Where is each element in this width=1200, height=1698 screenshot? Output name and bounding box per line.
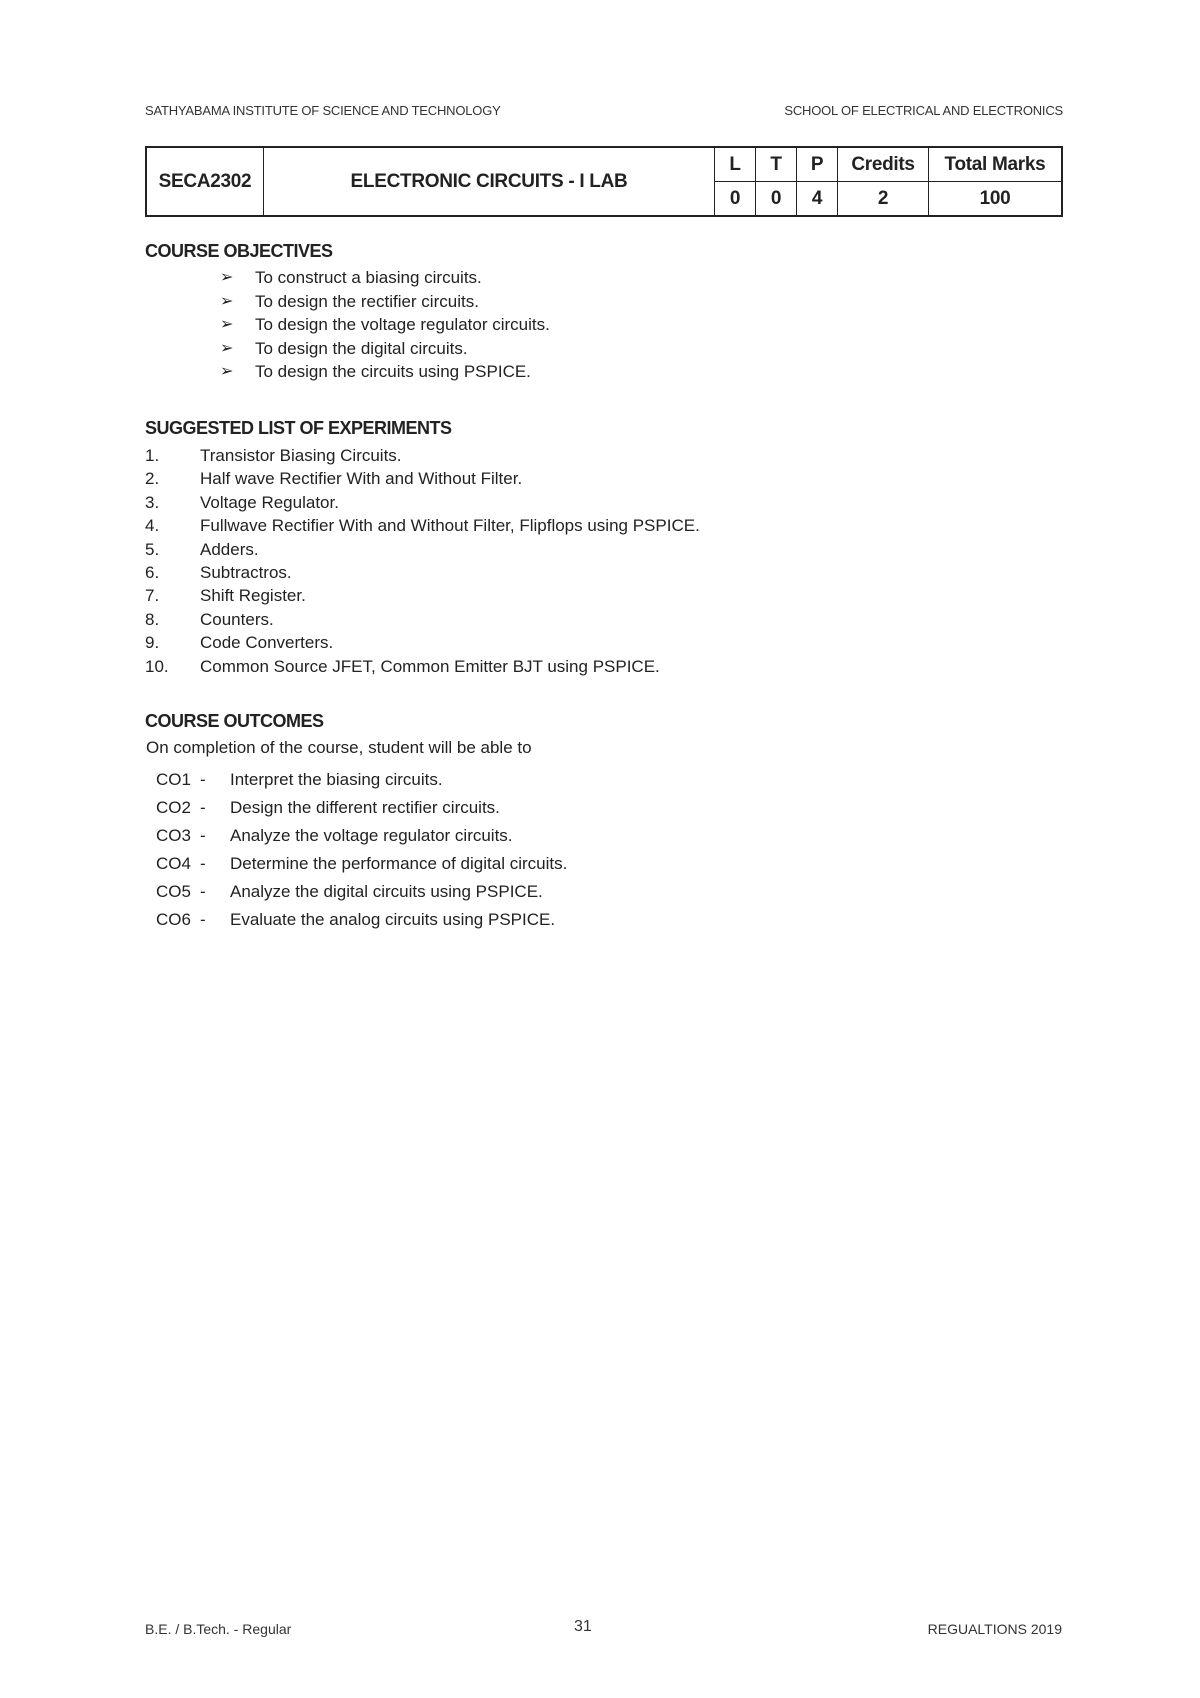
list-item: ➢ To design the voltage regulator circuits.: [220, 313, 550, 337]
header-institute: SATHYABAMA INSTITUTE OF SCIENCE AND TECHNOLOGY: [145, 103, 501, 118]
list-item: 5. Adders.: [145, 539, 259, 559]
footer-program: B.E. / B.Tech. - Regular: [145, 1621, 292, 1637]
list-item: ➢ To construct a biasing circuits.: [220, 266, 550, 290]
list-item: 10. Common Source JFET, Common Emitter BJT using PSPICE.: [145, 656, 660, 676]
list-item: 2. Half wave Rectifier With and Without Filter.: [145, 469, 523, 489]
arrow-bullet-icon: ➢: [220, 363, 234, 380]
value-l: 0: [715, 182, 756, 217]
header-l: L: [715, 147, 756, 182]
value-total-marks: 100: [929, 182, 1063, 217]
list-item: CO5 - Analyze the digital circuits using PSPICE.: [156, 882, 543, 901]
list-item: 7. Shift Register.: [145, 586, 306, 606]
footer-regulations: REGUALTIONS 2019: [927, 1621, 1062, 1637]
experiments-title: SUGGESTED LIST OF EXPERIMENTS: [145, 418, 452, 438]
experiments-list: [145, 444, 700, 678]
list-item: 4. Fullwave Rectifier With and Without Filter, Flipflops using PSPICE.: [145, 516, 700, 536]
course-table: [145, 146, 1063, 217]
arrow-bullet-icon: ➢: [220, 316, 234, 333]
list-item: 8. Counters.: [145, 609, 274, 629]
arrow-bullet-icon: ➢: [220, 339, 234, 357]
header-total-marks: Total Marks: [929, 147, 1063, 182]
objectives-list: [220, 266, 550, 384]
header-school: SCHOOL OF ELECTRICAL AND ELECTRONICS: [784, 103, 1063, 118]
objectives-title: COURSE OBJECTIVES: [145, 241, 333, 261]
list-item: 1. Transistor Biasing Circuits.: [145, 446, 402, 465]
outcomes-list: [156, 766, 567, 934]
list-item: ➢ To design the digital circuits.: [220, 337, 550, 361]
list-item: CO4 - Determine the performance of digital circuits.: [156, 854, 568, 873]
list-item: CO3 - Analyze the voltage regulator circuits.: [156, 826, 513, 845]
course-code: SECA2302: [146, 147, 264, 216]
list-item: CO2 - Design the different rectifier circuits.: [156, 798, 500, 817]
list-item: 9. Code Converters.: [145, 633, 334, 653]
value-p: 4: [797, 182, 838, 217]
list-item: CO1 - Interpret the biasing circuits.: [156, 770, 443, 789]
header-p: P: [797, 147, 838, 182]
value-t: 0: [756, 182, 797, 217]
header-credits: Credits: [838, 147, 929, 182]
outcomes-title: COURSE OUTCOMES: [145, 711, 324, 731]
header-t: T: [756, 147, 797, 182]
list-item: ➢ To design the rectifier circuits.: [220, 290, 550, 314]
arrow-bullet-icon: ➢: [220, 292, 234, 310]
list-item: CO6 - Evaluate the analog circuits using PSPICE.: [156, 910, 556, 929]
value-credits: 2: [838, 182, 929, 217]
outcomes-intro: On completion of the course, student will be able to: [146, 738, 532, 757]
arrow-bullet-icon: ➢: [220, 269, 234, 286]
list-item: 3. Voltage Regulator.: [145, 492, 339, 512]
list-item: ➢ To design the circuits using PSPICE.: [220, 360, 550, 384]
page-number: 31: [574, 1618, 592, 1635]
list-item: 6. Subtractros.: [145, 562, 292, 582]
course-title: ELECTRONIC CIRCUITS - I LAB: [264, 147, 715, 216]
